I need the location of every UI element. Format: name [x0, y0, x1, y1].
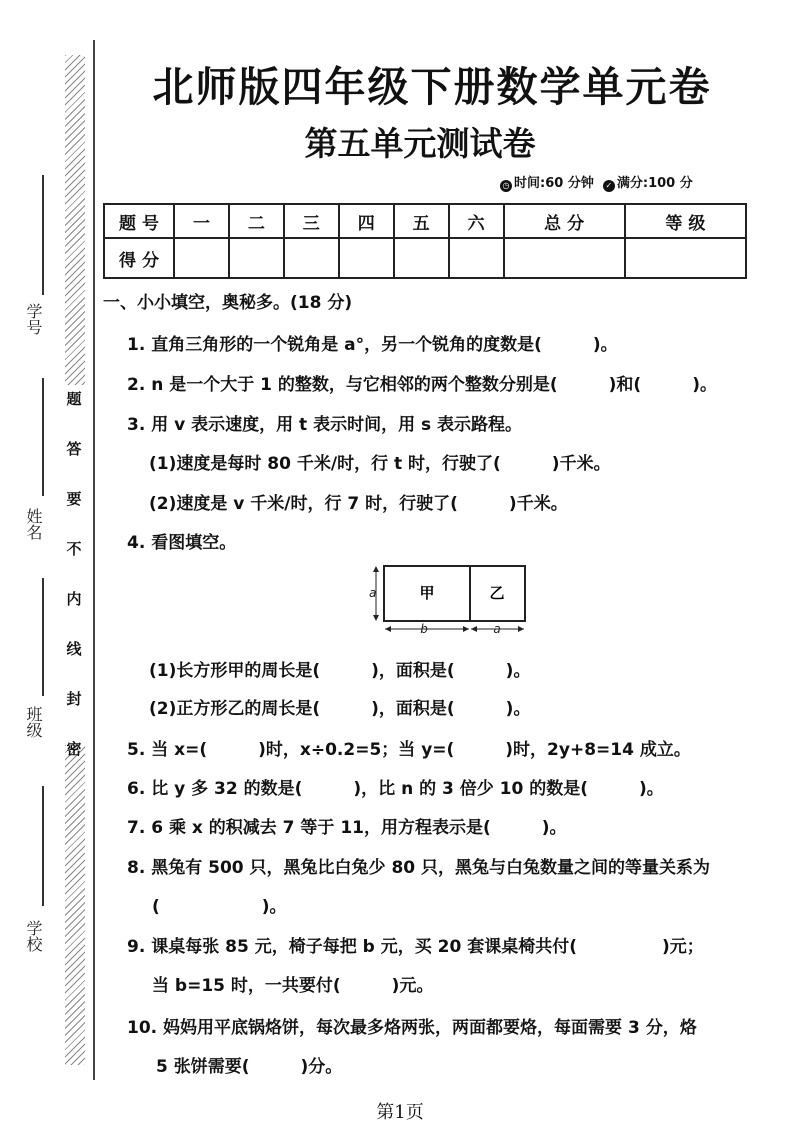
class-label: 班级 — [24, 706, 43, 738]
score-header-cell: 五 — [394, 204, 449, 238]
seal-char: 题 — [66, 390, 82, 408]
question-1[interactable]: 1. 直角三角形的一个锐角是 a°，另一个锐角的度数是( )。 — [127, 335, 618, 355]
seal-char: 密 — [66, 740, 82, 758]
arrow-head — [471, 626, 477, 632]
label-b-bottom: b — [420, 622, 428, 636]
check-icon: ✓ — [603, 180, 615, 192]
question-5[interactable]: 5. 当 x=( )时，x÷0.2=5；当 y=( )时，2y+8=14 成立。 — [127, 740, 691, 760]
arrow-head — [373, 615, 379, 621]
question-8-answer[interactable]: ( )。 — [152, 897, 287, 917]
page-number: 第1页 — [376, 1102, 424, 1123]
score-cell[interactable] — [394, 238, 449, 278]
seal-line-text — [63, 388, 85, 788]
exam-meta — [500, 172, 693, 192]
score-cell[interactable] — [284, 238, 339, 278]
clock-icon: ◷ — [500, 180, 512, 192]
question-9-line-2[interactable]: 当 b=15 时，一共要付( )元。 — [152, 976, 434, 996]
page-title: 北师版四年级下册数学单元卷 — [152, 63, 712, 111]
score-header-cell: 三 — [284, 204, 339, 238]
seal-char: 封 — [66, 690, 82, 708]
question-3: 3. 用 v 表示速度，用 t 表示时间，用 s 表示路程。 — [127, 415, 523, 435]
question-10[interactable]: 10. 妈妈用平底锅烙饼，每次最多烙两张，两面都要烙，每面需要 3 分，烙 — [127, 1018, 697, 1038]
question-9[interactable]: 9. 课桌每张 85 元，椅子每把 b 元，买 20 套课桌椅共付( )元； — [127, 937, 704, 957]
school-label: 学校 — [24, 920, 43, 952]
question-3-part-2[interactable]: (2)速度是 v 千米/时，行 7 时，行驶了( )千米。 — [149, 494, 568, 514]
arrow-head — [518, 626, 524, 632]
seal-border-line — [93, 40, 95, 1080]
rectangle-figure — [370, 565, 530, 637]
seal-char: 不 — [66, 540, 82, 558]
score-table — [103, 203, 747, 279]
score-header-cell: 六 — [449, 204, 504, 238]
student-id-label: 学号 — [24, 303, 43, 335]
section-heading: 一、小小填空，奥秘多。(18 分) — [103, 293, 353, 313]
score-table-score-row — [104, 238, 746, 278]
question-6[interactable]: 6. 比 y 多 32 的数是( )，比 n 的 3 倍少 10 的数是( )。 — [127, 779, 664, 799]
arrow-head — [373, 566, 379, 572]
seal-char: 内 — [66, 590, 82, 608]
score-header-cell: 等 级 — [625, 204, 746, 238]
label-jia: 甲 — [419, 584, 435, 602]
student-id-line[interactable] — [42, 175, 44, 295]
score-cell[interactable] — [174, 238, 229, 278]
label-a-bottom: a — [493, 622, 501, 636]
score-cell[interactable] — [504, 238, 625, 278]
arrow-head — [463, 626, 469, 632]
name-label: 姓名 — [24, 508, 43, 540]
page-subtitle: 第五单元测试卷 — [304, 124, 536, 163]
score-header-cell: 总 分 — [504, 204, 625, 238]
seal-char: 线 — [66, 640, 82, 658]
question-4-part-2[interactable]: (2)正方形乙的周长是( )，面积是( )。 — [149, 699, 531, 719]
class-line[interactable] — [42, 578, 44, 696]
score-header-cell: 二 — [229, 204, 284, 238]
score-header-cell: 四 — [339, 204, 394, 238]
question-8[interactable]: 8. 黑兔有 500 只，黑兔比白兔少 80 只，黑兔与白兔数量之间的等量关系为 — [127, 858, 711, 878]
school-line[interactable] — [42, 786, 44, 906]
seal-char: 答 — [66, 440, 82, 458]
score-header-cell: 题 号 — [104, 204, 174, 238]
question-3-part-1[interactable]: (1)速度是每时 80 千米/时，行 t 时，行驶了( )千米。 — [149, 454, 611, 474]
label-yi: 乙 — [489, 584, 505, 602]
score-cell[interactable] — [229, 238, 284, 278]
score-cell[interactable] — [339, 238, 394, 278]
score-row-label: 得 分 — [104, 238, 174, 278]
arrow-head — [385, 626, 391, 632]
question-2[interactable]: 2. n 是一个大于 1 的整数，与它相邻的两个整数分别是( )和( )。 — [127, 375, 717, 395]
score-cell[interactable] — [449, 238, 504, 278]
question-10-line-2[interactable]: 5 张饼需要( )分。 — [156, 1057, 343, 1077]
time-limit: 时间:60 分钟 — [514, 176, 594, 191]
question-7[interactable]: 7. 6 乘 x 的积减去 7 等于 11，用方程表示是( )。 — [127, 818, 567, 838]
side-hatch-bottom — [65, 745, 85, 1065]
score-table-header-row — [104, 204, 746, 238]
side-hatch-top — [65, 55, 85, 385]
name-line[interactable] — [42, 378, 44, 496]
seal-char: 要 — [66, 490, 82, 508]
question-4-part-1[interactable]: (1)长方形甲的周长是( )，面积是( )。 — [149, 661, 531, 681]
label-a-left: a — [369, 586, 377, 600]
question-4: 4. 看图填空。 — [127, 533, 237, 553]
score-cell[interactable] — [625, 238, 746, 278]
full-score: 满分:100 分 — [616, 176, 693, 191]
score-header-cell: 一 — [174, 204, 229, 238]
